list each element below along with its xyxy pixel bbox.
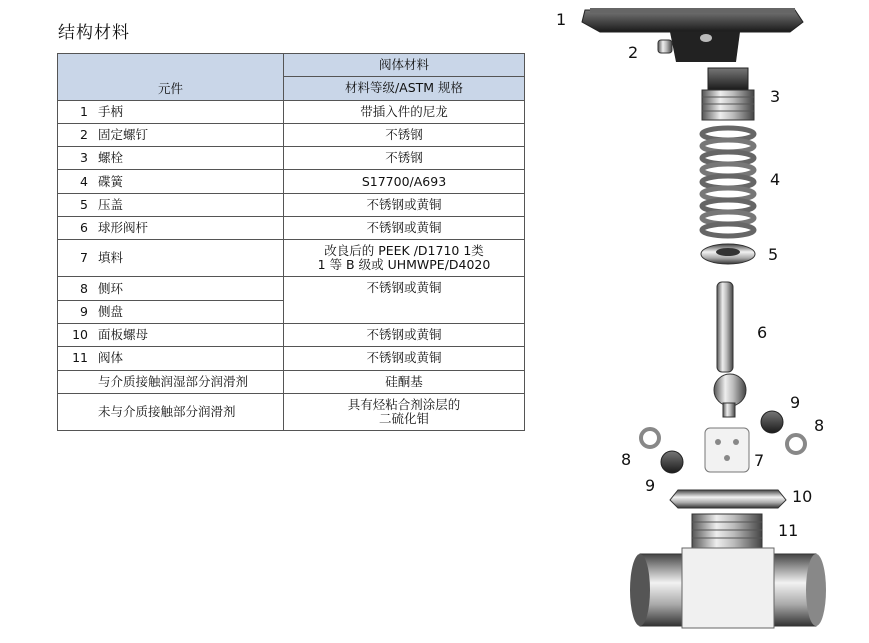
material-value: 不锈钢或黄铜 [284,347,525,370]
table-row [58,277,525,300]
table-row [58,217,525,240]
callout-4: 4 [770,170,781,189]
side-disc-left [661,451,683,473]
row-number: 8 [80,280,88,296]
row-number: 1 [80,103,88,119]
table-row [58,323,525,346]
callout-9-right: 9 [790,393,801,412]
callout-9-left: 9 [645,476,656,495]
table-row [58,193,525,216]
callout-1: 1 [556,10,567,29]
set-screw-part [658,40,672,53]
handle-part [582,8,803,62]
table-header-row [58,54,525,77]
section-title: 结构材料 [58,23,130,43]
row-number: 6 [80,220,88,236]
table-row [58,100,525,123]
table-row [58,147,525,170]
callout-11: 11 [778,521,799,540]
table-row [58,370,525,393]
material-value: 不锈钢或黄铜 [284,277,525,324]
callout-5: 5 [768,245,779,264]
component-name: 未与介质接触部分润滑剂 [98,403,236,419]
header-component: 元件 [58,54,284,101]
callout-2: 2 [628,43,639,62]
ball-stem-part [714,282,746,417]
callout-8-right: 8 [814,416,825,435]
row-number: 3 [80,150,88,166]
callout-7: 7 [754,451,765,470]
row-number: 2 [80,127,88,143]
material-value: 不锈钢或黄铜 [284,217,525,240]
callout-3: 3 [770,87,781,106]
material-value-line2: 二硫化钼 [378,410,429,426]
material-value-line1: 具有烃粘合剂涂层的 [347,396,461,412]
material-value: 不锈钢或黄铜 [284,323,525,346]
disc-springs-part [702,128,754,236]
material-value: 不锈钢或黄铜 [284,193,525,216]
row-number: 9 [80,303,88,319]
component-name: 阀体 [98,350,124,366]
packing-part [705,428,749,472]
table-row [58,347,525,370]
component-name: 侧盘 [98,303,124,319]
side-ring-right [787,435,805,453]
component-name: 面板螺母 [98,327,149,343]
material-value: 不锈钢 [284,147,525,170]
row-number: 4 [80,173,88,189]
callout-8-left: 8 [621,450,632,469]
component-name: 与介质接触润湿部分润滑剂 [98,373,249,389]
bolt-part [702,68,754,120]
exploded-valve-drawing [540,0,869,643]
material-value: 硅酮基 [284,370,525,393]
gland-part [701,244,755,264]
component-name: 碟簧 [98,173,124,189]
panel-nut-part [670,490,786,508]
component-name: 填料 [98,250,124,266]
materials-table [57,53,525,431]
row-number: 5 [80,196,88,212]
row-number: 7 [80,250,88,266]
row-number: 10 [72,327,88,343]
material-value: 带插入件的尼龙 [284,100,525,123]
side-disc-right [761,411,783,433]
table-row [58,240,525,277]
component-name: 手柄 [98,103,124,119]
material-value: S17700/A693 [284,170,525,193]
header-body-material: 阀体材料 [284,54,525,77]
table-row [58,170,525,193]
table-row [58,393,525,430]
callout-10: 10 [792,487,813,506]
material-value-line2: 1 等 B 级或 UHMWPE/D4020 [317,257,491,273]
component-name: 固定螺钉 [98,127,149,143]
header-grade-spec: 材料等级/ASTM 规格 [284,77,525,100]
material-value-line1: 改良后的 PEEK /D1710 1类 [324,243,484,259]
callout-6: 6 [757,323,768,342]
component-name: 螺栓 [98,150,124,166]
component-name: 侧环 [98,280,124,296]
material-value: 不锈钢 [284,123,525,146]
row-number: 11 [72,350,88,366]
table-row [58,123,525,146]
component-name: 球形阀杆 [98,220,149,236]
component-name: 压盖 [98,196,124,212]
side-ring-left [641,429,659,447]
